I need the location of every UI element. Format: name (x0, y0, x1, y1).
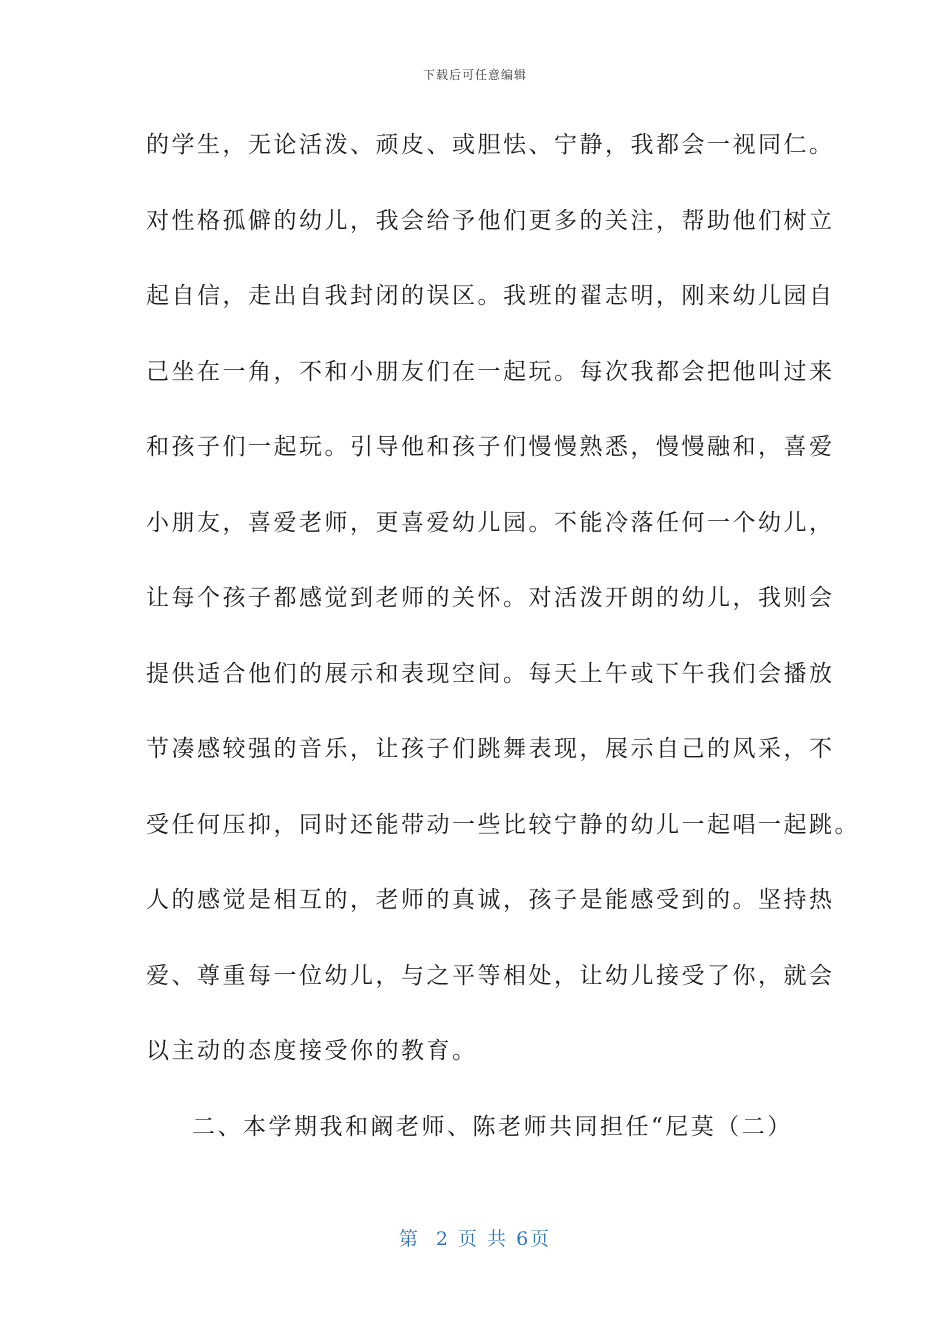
header-note: 下载后可任意编辑 (422, 68, 527, 82)
body-line: 小朋友，喜爱老师，更喜爱幼儿园。不能冷落任何一个幼儿， (146, 509, 835, 536)
body-line: 爱、尊重每一位幼儿，与之平等相处，让幼儿接受了你，就会 (146, 962, 835, 989)
body-line: 起自信，走出自我封闭的误区。我班的翟志明，刚来幼儿园自 (146, 283, 835, 309)
body-line: 以主动的态度接受你的教育。 (146, 1038, 478, 1064)
document-body (146, 120, 860, 1177)
body-line: 提供适合他们的展示和表现空间。每天上午或下午我们会播放 (146, 660, 835, 687)
body-line: 的学生，无论活泼、顽皮、或胆怯、宁静，我都会一视同仁。 (146, 132, 835, 158)
body-line: 受任何压抑，同时还能带动一些比较宁静的幼儿一起唱一起跳。 (146, 811, 860, 838)
body-line: 让每个孩子都感觉到老师的关怀。对活泼开朗的幼儿，我则会 (146, 585, 835, 611)
body-line: 己坐在一角，不和小朋友们在一起玩。每次我都会把他叫过来 (146, 358, 835, 385)
page-number-footer: 第 2 页 共 6页 (398, 1228, 552, 1250)
section-heading-line: 二、本学期我和阚老师、陈老师共同担任“尼莫（二） (192, 1113, 793, 1140)
body-line: 对性格孤僻的幼儿，我会给予他们更多的关注，帮助他们树立 (146, 207, 835, 234)
body-line: 节凑感较强的音乐，让孩子们跳舞表现，展示自己的风采，不 (146, 736, 835, 762)
body-line: 和孩子们一起玩。引导他和孩子们慢慢熟悉，慢慢融和，喜爱 (146, 434, 835, 460)
body-line: 人的感觉是相互的，老师的真诚，孩子是能感受到的。坚持热 (146, 887, 835, 913)
